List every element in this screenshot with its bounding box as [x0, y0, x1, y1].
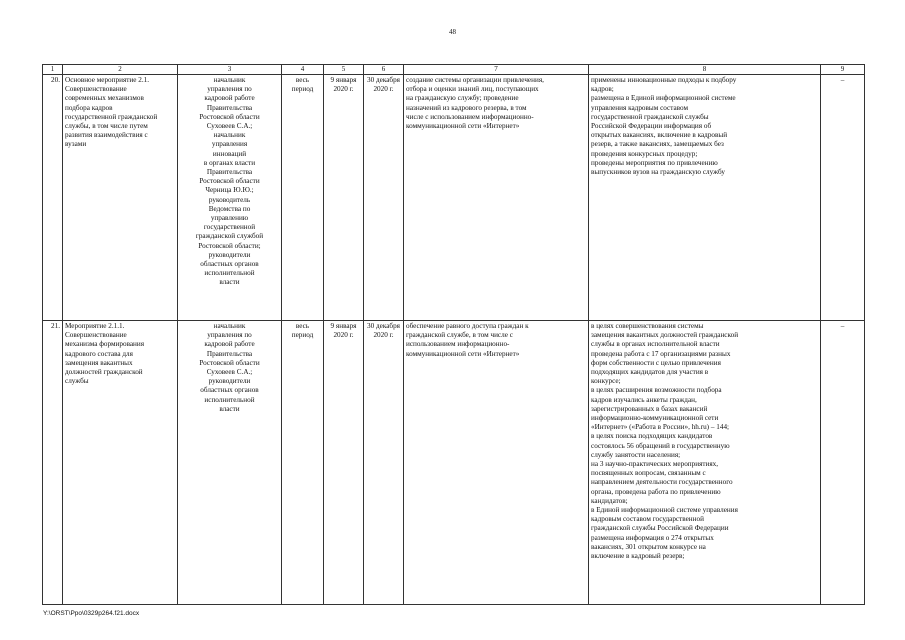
- actual-result: применены инновационные подходы к подбору кадров; размещена в Единой информационной системе управления кадровым составом государственной гражданской службы Российской Федерации информация об открытых вакансиях, включение в кадровый резерв, а также вакансиях, замещаемых без проведения конкурсных процедур; проведены мероприятия по привлечению выпускников вузов на гражданскую службу: [589, 75, 821, 321]
- actual-result: в целях совершенствования системы замещения вакантных должностей гражданской службы в органах исполнительной власти проведена работа с 17 организациями разных форм собственности с целью привлечения подходящих кандидатов для участия в конкурсе; в целях расширения возможности подбора кадров изучались анкеты граждан, зарегистрированных в базах вакансий информационно-коммуникационной сети «Интернет» («Работа в России», hh.ru) – 144; в целях поиска подходящих кандидатов состоялось 56 обращений в государственную службу занятости населения; на 3 научно-практических мероприятиях, посвященных вопросам, связанным с направлением деятельности государственного органа, проведена работа по привлечению кандидатов; в Единой информационной системе управления кадровым составом государственной гражданской службы Российской Федерации размещена информация о 274 открытых вакансиях, 301 открытом конкурсе на включение в кадровый резерв;: [589, 321, 821, 605]
- header-cell: 2: [63, 65, 178, 75]
- implementation-period: весь период: [282, 75, 324, 321]
- expected-result: создание системы организации привлечения, отбора и оценки знаний лиц, поступающих на гражданскую службу; проведение назначений из кадрового резерва, в том числе с использованием информационно- коммуникационной сети «Интернет»: [404, 75, 589, 321]
- document-file-path: Y:\ORST\Ppo\0329p264.f21.docx: [43, 610, 140, 617]
- responsible-executor: начальник управления по кадровой работе Правительства Ростовской области Суховеев С.А.; руководители областных органов исполнительной власти: [178, 321, 282, 605]
- header-cell: 1: [43, 65, 63, 75]
- activity-name: Основное мероприятие 2.1. Совершенствование современных механизмов подбора кадров государственной гражданской службы, в том числе путем развития взаимодействия с вузами: [63, 75, 178, 321]
- header-cell: 8: [589, 65, 821, 75]
- end-date: 30 декабря 2020 г.: [364, 75, 404, 321]
- table-row: [43, 75, 865, 321]
- table-row: [43, 321, 865, 605]
- responsible-executor: начальник управления по кадровой работе Правительства Ростовской области Суховеев С.А.; начальник управления инноваций в органах власти Правительства Ростовской области Черница Ю.Ю.; руководитель Ведомства по управлению государственной гражданской службой Ростовской области; руководители областных органов исполнительной власти: [178, 75, 282, 321]
- page-number: 48: [449, 28, 456, 36]
- header-cell: 5: [324, 65, 364, 75]
- activity-name: Мероприятие 2.1.1. Совершенствование механизма формирования кадрового состава для замещения вакантных должностей гражданской службы: [63, 321, 178, 605]
- start-date: 9 января 2020 г.: [324, 321, 364, 605]
- header-cell: 9: [821, 65, 865, 75]
- row-number: 21.: [43, 321, 63, 605]
- header-cell: 6: [364, 65, 404, 75]
- notes: –: [821, 75, 865, 321]
- header-cell: 3: [178, 65, 282, 75]
- header-cell: 7: [404, 65, 589, 75]
- column-number-row: [43, 65, 865, 75]
- expected-result: обеспечение равного доступа граждан к гражданской службе, в том числе с использованием информационно- коммуникационной сети «Интернет»: [404, 321, 589, 605]
- end-date: 30 декабря 2020 г.: [364, 321, 404, 605]
- implementation-period: весь период: [282, 321, 324, 605]
- report-table: [42, 64, 865, 605]
- header-cell: 4: [282, 65, 324, 75]
- row-number: 20.: [43, 75, 63, 321]
- start-date: 9 января 2020 г.: [324, 75, 364, 321]
- report-table-wrapper: [42, 64, 864, 605]
- notes: –: [821, 321, 865, 605]
